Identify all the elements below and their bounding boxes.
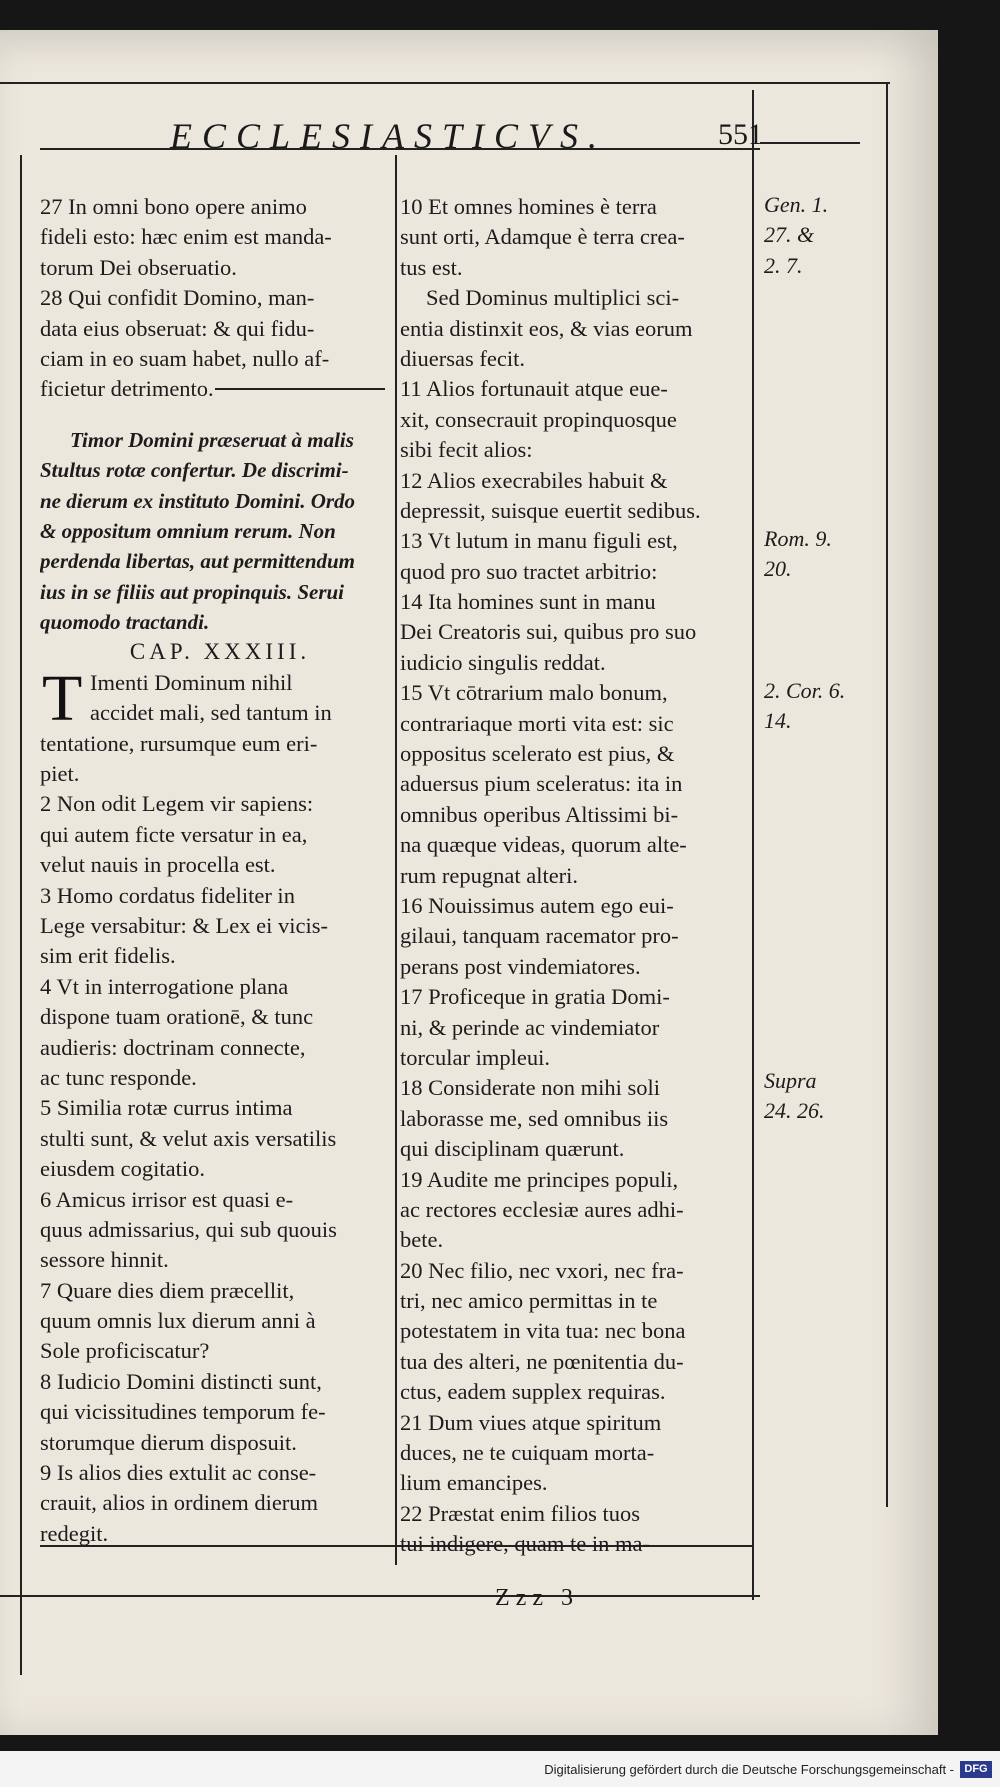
left-column bbox=[40, 192, 400, 1549]
text-line: 16 Nouissimus autem ego eui- bbox=[400, 892, 674, 918]
text-line: xit, consecrauit propinquosque bbox=[400, 406, 677, 432]
text-line: tus est. bbox=[400, 254, 463, 280]
text-line: qui autem ficte versatur in ea, bbox=[40, 821, 308, 847]
text-line: fideli esto: hæc enim est manda- bbox=[40, 224, 332, 250]
text-line: torum Dei obseruatio. bbox=[40, 254, 237, 280]
chapter-heading: CAP. XXXIII. bbox=[129, 639, 311, 665]
text-line: quus admissarius, qui sub quouis bbox=[40, 1216, 337, 1242]
text-line: 27 In omni bono opere animo bbox=[40, 194, 307, 219]
text-line: 21 Dum viues atque spiritum bbox=[400, 1409, 662, 1435]
summary-line: Timor Domini præseruat à malis bbox=[70, 427, 354, 452]
verses-27-28 bbox=[40, 192, 400, 405]
text-line: oppositus scelerato est pius, & bbox=[400, 741, 675, 767]
text-line: 7 Quare dies diem præcellit, bbox=[40, 1277, 295, 1303]
text-line: sessore hinnit. bbox=[40, 1247, 169, 1273]
text-line: 20 Nec filio, nec vxori, nec fra- bbox=[400, 1257, 684, 1283]
margin-line: 24. 26. bbox=[764, 1098, 825, 1124]
text-line: sibi fecit alios: bbox=[400, 437, 533, 463]
text-line: Imenti Dominum nihil bbox=[90, 669, 293, 695]
text-line: gilaui, tanquam racemator pro- bbox=[400, 923, 679, 949]
text-line: sunt orti, Adamque è terra crea- bbox=[400, 224, 685, 250]
text-line: sim erit fidelis. bbox=[40, 943, 176, 969]
left-frame-rule bbox=[20, 155, 22, 1675]
text-line: dispone tuam orationē, & tunc bbox=[40, 1004, 314, 1030]
text-line: entia distinxit eos, & vias eorum bbox=[400, 315, 693, 341]
verses-1-9 bbox=[40, 729, 400, 1550]
margin-line: 14. bbox=[764, 708, 792, 734]
text-line: Sole proficiscatur? bbox=[40, 1338, 210, 1364]
summary-line: perdenda libertas, aut permittendum bbox=[40, 549, 356, 574]
text-line: rum repugnat alteri. bbox=[400, 862, 579, 888]
text-line: tri, nec amico permittas in te bbox=[400, 1288, 658, 1314]
text-line: stulti sunt, & velut axis versatilis bbox=[40, 1125, 337, 1151]
text-line: audieris: doctrinam connecte, bbox=[40, 1034, 306, 1060]
summary-line: & oppositum omnium rerum. Non bbox=[40, 518, 336, 543]
text-line: duces, ne te cuiquam morta- bbox=[400, 1440, 655, 1466]
funding-credit: Digitalisierung gefördert durch die Deutsche Forschungsgemeinschaft - bbox=[544, 1762, 954, 1777]
margin-note-gen bbox=[764, 190, 828, 281]
text-line: tua des alteri, ne pœnitentia du- bbox=[400, 1348, 684, 1374]
margin-line: Rom. 9. bbox=[764, 526, 832, 551]
text-line: ni, & perinde ac vindemiator bbox=[400, 1014, 660, 1040]
text-line: storumque dierum disposuit. bbox=[40, 1429, 297, 1455]
text-line: ac rectores ecclesiæ aures adhi- bbox=[400, 1196, 684, 1222]
margin-note-supra bbox=[764, 1066, 825, 1127]
text-line: 9 Is alios dies extulit ac conse- bbox=[40, 1460, 317, 1486]
chapter-summary bbox=[40, 425, 400, 638]
running-head: ECCLESIASTICVS. bbox=[170, 116, 608, 156]
text-line: torcular impleui. bbox=[400, 1044, 550, 1070]
margin-line: 2. Cor. 6. bbox=[764, 678, 846, 703]
text-line: contrariaque morti vita est: sic bbox=[400, 710, 674, 736]
text-line: 15 Vt cōtrarium malo bonum, bbox=[400, 680, 668, 706]
page-number: 551 bbox=[718, 118, 763, 151]
text-line: 28 Qui confidit Domino, man- bbox=[40, 285, 315, 311]
text-line: ac tunc responde. bbox=[40, 1064, 197, 1090]
summary-line: quomodo tractandi. bbox=[40, 610, 210, 635]
text-line: tui indigere, quam te in ma- bbox=[400, 1531, 650, 1557]
dfg-logo: DFG bbox=[960, 1761, 992, 1778]
summary-line: Stultus rotæ confertur. De discrimi- bbox=[40, 458, 349, 483]
summary-line: ius in se filiis aut propinquis. Serui bbox=[40, 579, 345, 604]
text-line: 6 Amicus irrisor est quasi e- bbox=[40, 1186, 294, 1212]
text-line: qui vicissitudines temporum fe- bbox=[40, 1399, 326, 1425]
margin-divider bbox=[752, 90, 754, 1600]
margin-note-rom bbox=[764, 524, 832, 585]
book-page bbox=[0, 30, 938, 1735]
text-line: redegit. bbox=[40, 1520, 109, 1546]
text-line: accidet mali, sed tantum in bbox=[90, 700, 332, 726]
text-line: piet. bbox=[40, 761, 80, 787]
text-line: 13 Vt lutum in manu figuli est, bbox=[400, 528, 678, 554]
text-line: 17 Proficeque in gratia Domi- bbox=[400, 984, 670, 1010]
text-line: 2 Non odit Legem vir sapiens: bbox=[40, 791, 314, 817]
text-line: eiusdem cogitatio. bbox=[40, 1156, 205, 1182]
text-line: 14 Ita homines sunt in manu bbox=[400, 589, 656, 615]
text-line: bete. bbox=[400, 1227, 444, 1253]
text-line: quum omnis lux dierum anni à bbox=[40, 1308, 316, 1334]
text-line: 3 Homo cordatus fideliter in bbox=[40, 882, 295, 908]
margin-note-cor bbox=[764, 676, 845, 737]
text-line: Lege versabitur: & Lex ei vicis- bbox=[40, 912, 329, 938]
header-rule-margin bbox=[760, 142, 860, 144]
text-line: qui disciplinam quærunt. bbox=[400, 1136, 625, 1162]
text-line: lium emancipes. bbox=[400, 1470, 548, 1496]
text-line: ctus, eadem supplex requiras. bbox=[400, 1379, 666, 1405]
text-line: 10 Et omnes homines è terra bbox=[400, 194, 657, 219]
text-line: ficietur detrimento. bbox=[40, 376, 214, 402]
text-line: iudicio singulis reddat. bbox=[400, 649, 606, 675]
text-line: 19 Audite me principes populi, bbox=[400, 1166, 679, 1192]
text-line: na quæque videas, quorum alte- bbox=[400, 832, 687, 858]
text-line: potestatem in vita tua: nec bona bbox=[400, 1318, 686, 1344]
text-line: 4 Vt in interrogatione plana bbox=[40, 973, 289, 999]
text-line: quod pro suo tractet arbitrio: bbox=[400, 558, 658, 584]
summary-line: ne dierum ex instituto Domini. Ordo bbox=[40, 488, 356, 513]
text-line: ciam in eo suam habet, nullo af- bbox=[40, 345, 330, 371]
text-line: Sed Dominus multiplici sci- bbox=[426, 285, 680, 311]
text-line: perans post vindemiatores. bbox=[400, 953, 641, 979]
text-line: depressit, suisque euertit sedibus. bbox=[400, 497, 701, 523]
text-line: 22 Præstat enim filios tuos bbox=[400, 1500, 641, 1526]
text-line: Dei Creatoris sui, quibus pro suo bbox=[400, 619, 697, 645]
text-line: 8 Iudicio Domini distincti sunt, bbox=[40, 1368, 322, 1394]
top-outer-rule bbox=[0, 82, 890, 84]
drop-capital: T bbox=[42, 661, 83, 735]
right-column bbox=[400, 192, 752, 1560]
text-line: velut nauis in procella est. bbox=[40, 852, 276, 878]
text-line: laborasse me, sed omnibus iis bbox=[400, 1105, 669, 1131]
margin-line: 27. & bbox=[764, 222, 815, 248]
text-line: diuersas fecit. bbox=[400, 345, 525, 371]
right-frame-rule bbox=[886, 82, 888, 1507]
signature-mark: Zzz 3 bbox=[495, 1585, 579, 1611]
text-line: crauit, alios in ordinem dierum bbox=[40, 1490, 319, 1516]
margin-line: Supra bbox=[764, 1068, 817, 1093]
chapter-opening bbox=[40, 661, 400, 735]
text-line: 5 Similia rotæ currus intima bbox=[40, 1095, 293, 1121]
text-line: 11 Alios fortunauit atque eue- bbox=[400, 376, 668, 402]
margin-line: 20. bbox=[764, 556, 792, 582]
text-line: 12 Alios execrabiles habuit & bbox=[400, 467, 668, 493]
margin-line: Gen. 1. bbox=[764, 192, 829, 217]
bottom-outer-rule bbox=[0, 1595, 760, 1597]
text-line: 18 Considerate non mihi soli bbox=[400, 1075, 660, 1101]
digitization-footer bbox=[0, 1751, 1000, 1787]
text-line: omnibus operibus Altissimi bi- bbox=[400, 801, 679, 827]
margin-line: 2. 7. bbox=[764, 252, 803, 278]
text-line: tentatione, rursumque eum eri- bbox=[40, 730, 318, 756]
text-line: data eius obseruat: & qui fidu- bbox=[40, 315, 315, 341]
text-line: aduersus pium sceleratus: ita in bbox=[400, 771, 683, 797]
